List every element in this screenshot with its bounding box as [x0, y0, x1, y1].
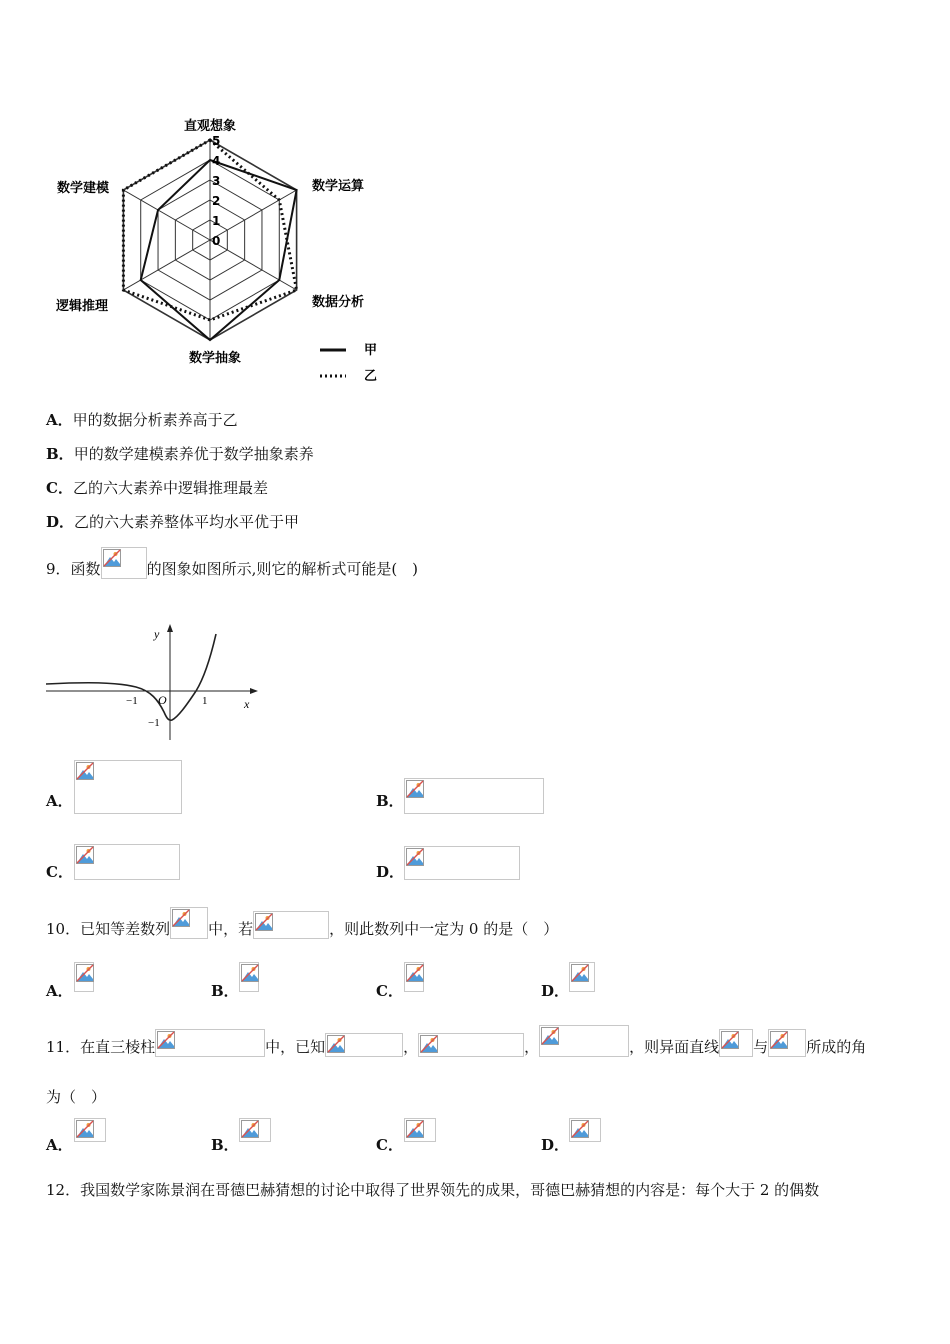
x-axis-arrow [250, 688, 258, 694]
broken-image-glyph [172, 909, 190, 927]
broken-image-icon [74, 844, 180, 880]
broken-image-glyph [420, 1035, 438, 1053]
tick-1-x: 1 [202, 695, 208, 707]
stem-text: 我国数学家陈景润在哥德巴赫猜想的讨论中取得了世界领先的成果，哥德巴赫猜想的内容是：每个大于 2 的偶数 [80, 1181, 820, 1199]
broken-image-icon [325, 1033, 403, 1057]
q8-option-b [46, 444, 314, 464]
radar-grid [123, 140, 296, 340]
broken-image-icon [101, 547, 147, 579]
q8-option-d [46, 512, 299, 532]
option-label: D． [541, 982, 570, 1000]
broken-image-glyph [255, 913, 273, 931]
broken-image-glyph [241, 964, 259, 982]
stem-text: ， [524, 1038, 540, 1056]
stem-text: 所成的角 [806, 1038, 867, 1056]
broken-image-glyph [406, 964, 424, 982]
broken-image-icon [539, 1025, 629, 1057]
broken-image-icon [418, 1033, 524, 1057]
radar-spoke [123, 240, 210, 290]
q11-option-b[interactable] [211, 1118, 243, 1154]
stem-text: 在直三棱柱 [80, 1038, 156, 1056]
q10-option-a[interactable] [46, 962, 73, 1000]
option-label: D． [541, 1136, 570, 1154]
q9-option-d[interactable] [376, 846, 492, 880]
question-number: 12． [46, 1181, 81, 1199]
radar-axis-label-1: 数学运算 [311, 179, 365, 194]
option-label: D． [46, 513, 75, 531]
broken-image-glyph [406, 780, 424, 798]
tick-neg1-x: −1 [126, 695, 138, 707]
option-text: 甲的数学建模素养优于数学抽象素养 [73, 445, 314, 463]
broken-image-glyph [241, 1120, 259, 1138]
option-label: D． [376, 863, 405, 881]
option-label: A． [46, 792, 73, 810]
q11-stem [46, 1037, 866, 1057]
radar-axis-label-0: 直观想象 [183, 119, 237, 134]
q11-stem-line2: 为（ ） [46, 1088, 107, 1106]
option-label: C． [46, 479, 73, 497]
broken-image-icon [239, 1118, 271, 1142]
q12-stem [46, 1180, 819, 1200]
question-number: 11． [46, 1038, 81, 1056]
q10-stem [46, 919, 558, 939]
question-number: 10． [46, 920, 81, 938]
radar-ticks [212, 134, 220, 248]
option-text: 乙的六大素养中逻辑推理最差 [72, 479, 268, 497]
option-label: A． [46, 1136, 73, 1154]
option-text: 乙的六大素养整体平均水平优于甲 [74, 513, 300, 531]
radar-tick-label: 0 [212, 234, 221, 248]
broken-image-glyph [103, 549, 121, 567]
q9-stem [46, 559, 418, 579]
broken-image-icon [404, 846, 520, 880]
legend-label-yi: 乙 [364, 369, 378, 384]
origin-label: O [158, 693, 167, 707]
q10-option-d[interactable] [541, 962, 570, 1000]
radar-tick-label: 5 [212, 134, 221, 148]
broken-image-glyph [721, 1031, 739, 1049]
broken-image-glyph [541, 1027, 559, 1045]
broken-image-icon [253, 911, 329, 939]
radar-axis-label-2: 数据分析 [311, 295, 365, 310]
q8-option-c [46, 478, 268, 498]
broken-image-icon [404, 778, 544, 814]
stem-text: ，则此数列中一定为 0 的是（ ） [329, 920, 559, 938]
radar-tick-label: 4 [212, 154, 221, 168]
broken-image-icon [569, 1118, 601, 1142]
broken-image-icon [74, 1118, 106, 1142]
option-label: A． [46, 982, 73, 1000]
stem-text: 与 [753, 1038, 769, 1056]
broken-image-glyph [76, 1120, 94, 1138]
radar-spoke [123, 190, 210, 240]
broken-image-glyph [571, 1120, 589, 1138]
stem-text: 中，若 [208, 920, 254, 938]
broken-image-icon [719, 1029, 753, 1057]
broken-image-icon [404, 1118, 436, 1142]
broken-image-glyph [76, 964, 94, 982]
radar-axis-label-3: 数学抽象 [188, 351, 242, 366]
q9-option-c[interactable] [46, 844, 152, 880]
broken-image-icon [74, 962, 94, 992]
radar-tick-label: 2 [212, 194, 221, 208]
option-label: C． [376, 1136, 403, 1154]
option-label: B． [211, 982, 239, 1000]
broken-image-glyph [76, 846, 94, 864]
radar-tick-label: 1 [212, 214, 221, 228]
broken-image-icon [170, 907, 208, 939]
stem-text: 函数 [70, 560, 101, 578]
option-label: C． [376, 982, 403, 1000]
broken-image-glyph [406, 848, 424, 866]
option-label: B． [46, 445, 74, 463]
broken-image-icon [569, 962, 595, 992]
y-axis-arrow [167, 624, 173, 632]
broken-image-icon [155, 1029, 265, 1057]
radar-axis-label-4: 逻辑推理 [55, 299, 109, 314]
broken-image-icon [74, 760, 182, 814]
q10-option-b[interactable] [211, 962, 239, 1000]
q9-option-a[interactable] [46, 760, 154, 814]
option-text: 甲的数据分析素养高于乙 [72, 411, 238, 429]
broken-image-icon [239, 962, 259, 992]
radar-spoke [210, 240, 297, 290]
stem-text: ，则异面直线 [629, 1038, 720, 1056]
option-label: C． [46, 863, 73, 881]
option-label: A． [46, 411, 73, 429]
stem-text: 已知等差数列 [80, 920, 171, 938]
x-axis-label: x [244, 697, 250, 711]
stem-text: 的图象如图所示,则它的解析式可能是( ) [146, 560, 419, 578]
function-graph [46, 620, 266, 745]
broken-image-glyph [770, 1031, 788, 1049]
broken-image-glyph [157, 1031, 175, 1049]
q11-option-a[interactable] [46, 1118, 78, 1154]
radar-tick-label: 3 [212, 174, 221, 188]
option-label: B． [376, 792, 404, 810]
q8-option-a [46, 410, 238, 430]
broken-image-icon [404, 962, 424, 992]
q11-option-c[interactable] [376, 1118, 408, 1154]
function-curve [46, 634, 216, 720]
option-label: B． [211, 1136, 239, 1154]
y-axis-label: y [154, 627, 160, 641]
radar-spoke [210, 190, 297, 240]
q11-option-d[interactable] [541, 1118, 573, 1154]
broken-image-glyph [571, 964, 589, 982]
stem-text: ， [403, 1038, 419, 1056]
tick-neg1-y: −1 [148, 717, 160, 729]
q10-option-c[interactable] [376, 962, 403, 1000]
broken-image-icon [768, 1029, 806, 1057]
broken-image-glyph [327, 1035, 345, 1053]
broken-image-glyph [76, 762, 94, 780]
q9-option-b[interactable] [376, 778, 516, 814]
question-number: 9． [46, 560, 71, 578]
broken-image-glyph [406, 1120, 424, 1138]
radar-axis-label-5: 数学建模 [56, 181, 110, 196]
radar-chart [40, 110, 400, 390]
legend-label-jia: 甲 [364, 343, 378, 358]
stem-text: 中，已知 [265, 1038, 326, 1056]
